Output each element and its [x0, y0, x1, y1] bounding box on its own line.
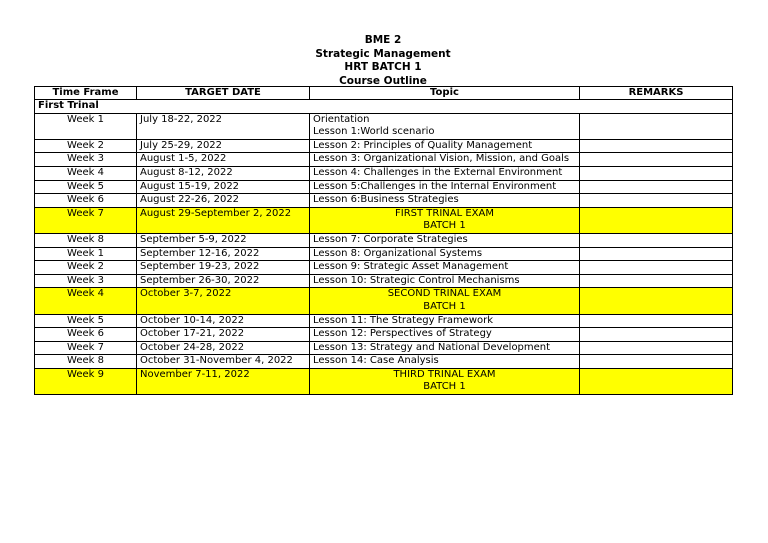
topic-cell: [310, 288, 580, 314]
course-title: Strategic Management: [315, 47, 451, 60]
topic-line: FIRST TRINAL EXAM: [395, 207, 494, 219]
topic-cell: [310, 261, 580, 275]
topic-cell: [310, 233, 580, 247]
remarks-cell: [580, 166, 733, 180]
table-row: [35, 180, 733, 194]
week-cell: Week 8: [35, 355, 137, 369]
topic-line: Orientation: [313, 113, 370, 125]
topic-cell: [310, 194, 580, 208]
week-cell: Week 3: [35, 153, 137, 167]
topic-line: Lesson 5:Challenges in the Internal Environment: [313, 180, 557, 192]
column-header-time-frame: Time Frame: [35, 87, 137, 100]
week-cell: Week 5: [35, 180, 137, 194]
table-row: [35, 194, 733, 208]
topic-cell: [310, 341, 580, 355]
target-date-cell: August 15-19, 2022: [137, 180, 310, 194]
target-date-cell: July 25-29, 2022: [137, 139, 310, 153]
table-header-row: [35, 87, 733, 100]
week-cell: Week 4: [35, 288, 137, 314]
week-cell: Week 1: [35, 113, 137, 139]
topic-cell: [310, 328, 580, 342]
remarks-cell: [580, 180, 733, 194]
week-cell: Week 6: [35, 194, 137, 208]
target-date-cell: August 8-12, 2022: [137, 166, 310, 180]
target-date-cell: September 5-9, 2022: [137, 233, 310, 247]
topic-cell: [310, 113, 580, 139]
document-header: [34, 34, 732, 88]
column-header-remarks: REMARKS: [580, 87, 733, 100]
topic-line: Lesson 3: Organizational Vision, Mission, and Goals: [313, 153, 570, 165]
table-row: [35, 139, 733, 153]
week-cell: Week 6: [35, 328, 137, 342]
topic-line: Lesson 11: The Strategy Framework: [313, 314, 494, 326]
target-date-cell: September 26-30, 2022: [137, 274, 310, 288]
target-date-cell: September 19-23, 2022: [137, 261, 310, 275]
week-cell: Week 1: [35, 247, 137, 261]
topic-line: Lesson 14: Case Analysis: [313, 355, 439, 367]
topic-cell: [310, 180, 580, 194]
remarks-cell: [580, 355, 733, 369]
topic-line: Lesson 6:Business Strategies: [313, 194, 459, 206]
remarks-cell: [580, 328, 733, 342]
target-date-cell: October 3-7, 2022: [137, 288, 310, 314]
remarks-cell: [580, 247, 733, 261]
target-date-cell: September 12-16, 2022: [137, 247, 310, 261]
target-date-cell: November 7-11, 2022: [137, 368, 310, 394]
target-date-cell: July 18-22, 2022: [137, 113, 310, 139]
target-date-cell: October 24-28, 2022: [137, 341, 310, 355]
week-cell: Week 2: [35, 139, 137, 153]
table-row: [35, 341, 733, 355]
week-cell: Week 8: [35, 233, 137, 247]
topic-line: Lesson 12: Perspectives of Strategy: [313, 328, 492, 340]
table-row: [35, 355, 733, 369]
topic-line: THIRD TRINAL EXAM: [393, 368, 496, 380]
table-row: [35, 233, 733, 247]
topic-cell: [310, 274, 580, 288]
course-code: BME 2: [364, 34, 402, 46]
topic-cell: [310, 207, 580, 233]
topic-line: Lesson 7: Corporate Strategies: [313, 233, 468, 245]
week-cell: Week 5: [35, 314, 137, 328]
topic-cell: [310, 314, 580, 328]
topic-line: BATCH 1: [423, 220, 466, 232]
section-label: First Trinal: [35, 100, 733, 114]
week-cell: Week 7: [35, 341, 137, 355]
exam-row: [35, 288, 733, 314]
table-row: [35, 153, 733, 167]
topic-cell: [310, 355, 580, 369]
target-date-cell: October 31-November 4, 2022: [137, 355, 310, 369]
table-row: [35, 166, 733, 180]
document-title: Course Outline: [339, 74, 427, 87]
remarks-cell: [580, 153, 733, 167]
target-date-cell: October 17-21, 2022: [137, 328, 310, 342]
table-row: [35, 113, 733, 139]
topic-line: Lesson 4: Challenges in the External Environment: [313, 166, 563, 178]
remarks-cell: [580, 341, 733, 355]
table-body: [35, 100, 733, 395]
topic-line: Lesson 2: Principles of Quality Management: [313, 139, 533, 151]
remarks-cell: [580, 274, 733, 288]
exam-row: [35, 207, 733, 233]
target-date-cell: August 1-5, 2022: [137, 153, 310, 167]
table-row: [35, 274, 733, 288]
topic-line: Lesson 13: Strategy and National Development: [313, 341, 551, 353]
table-row: [35, 261, 733, 275]
week-cell: Week 7: [35, 207, 137, 233]
topic-line: Lesson 9: Strategic Asset Management: [313, 261, 509, 273]
remarks-cell: [580, 261, 733, 275]
course-outline-table: [34, 86, 733, 395]
topic-cell: [310, 139, 580, 153]
table-row: [35, 247, 733, 261]
topic-cell: [310, 166, 580, 180]
week-cell: Week 4: [35, 166, 137, 180]
target-date-cell: October 10-14, 2022: [137, 314, 310, 328]
topic-line: Lesson 1:World scenario: [313, 126, 435, 138]
remarks-cell: [580, 368, 733, 394]
week-cell: Week 2: [35, 261, 137, 275]
exam-row: [35, 368, 733, 394]
topic-cell: [310, 153, 580, 167]
remarks-cell: [580, 113, 733, 139]
topic-line: BATCH 1: [423, 381, 466, 393]
batch-label: HRT BATCH 1: [344, 61, 422, 73]
week-cell: Week 9: [35, 368, 137, 394]
remarks-cell: [580, 194, 733, 208]
remarks-cell: [580, 288, 733, 314]
topic-cell: [310, 368, 580, 394]
target-date-cell: August 22-26, 2022: [137, 194, 310, 208]
topic-line: Lesson 10: Strategic Control Mechanisms: [313, 274, 520, 286]
table-row: [35, 328, 733, 342]
remarks-cell: [580, 139, 733, 153]
section-row: [35, 100, 733, 114]
column-header-topic: Topic: [310, 87, 580, 100]
remarks-cell: [580, 233, 733, 247]
remarks-cell: [580, 207, 733, 233]
remarks-cell: [580, 314, 733, 328]
table-row: [35, 314, 733, 328]
column-header-target-date: TARGET DATE: [137, 87, 310, 100]
topic-cell: [310, 247, 580, 261]
topic-line: BATCH 1: [423, 300, 466, 312]
week-cell: Week 3: [35, 274, 137, 288]
topic-line: SECOND TRINAL EXAM: [387, 288, 502, 300]
target-date-cell: August 29-September 2, 2022: [137, 207, 310, 233]
topic-line: Lesson 8: Organizational Systems: [313, 247, 483, 259]
